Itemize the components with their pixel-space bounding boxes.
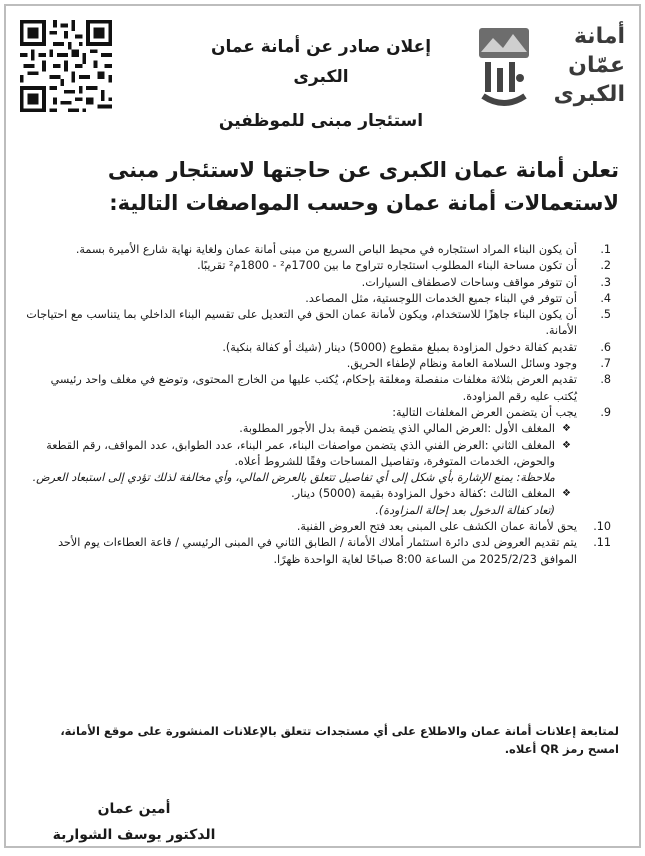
amman-municipality-logo-icon [475,22,533,112]
list-item [24,372,619,405]
item-text: تقديم العرض بثلاثة مغلفات منفصلة ومغلقة بإحكام، يُكتب عليها من الخارج المحتوى، وتوضع في مغلف واحد رئيسي يُكتب عليه رقم المزاودة. [50,373,577,403]
signature-role: أمين عمان [97,801,171,817]
announcement-headline: تعلن أمانة عمان الكبرى عن حاجتها لاستئجار مبنى لاستعمالات أمانة عمان وحسب المواصفات التالية: [107,158,619,215]
logo-text [533,22,625,109]
requirements-list [24,242,619,568]
item-text: أن تكون مساحة البناء المطلوب استئجاره تتراوح ما بين 1700م² - 1800م² تقريبًا. [197,259,577,273]
qr-code-icon[interactable] [20,20,112,112]
list-item [24,307,619,340]
announcement-header [14,14,631,131]
envelope-item-3 [24,486,619,502]
diamond-bullet-icon: ❖ [562,439,571,451]
envelope-text: المغلف الأول :العرض المالي الذي يتضمن قيمة بدل الأجور المطلوبة. [239,422,555,436]
item-number: 6. [600,340,611,354]
diamond-bullet-icon: ❖ [562,488,571,500]
item-text: تقديم كفالة دخول المزاودة بمبلغ مقطوع (5000) دينار (شيك أو كفالة بنكية). [222,340,577,354]
item-text: يتم تقديم العروض لدى دائرة استثمار أملاك الأمانة / الطابق الثاني في المبنى الرئيسي / قاعة العطاءات يوم الأحد الموافق 2025/2/23 من الساعة 8:00 صباحًا لغاية الواحدة ظهرًا. [58,536,577,566]
envelope-note: ملاحظة: يمنع الإشارة بأي شكل إلى أي تفاصيل تتعلق بالعرض المالي، وأي مخالفة لذلك تؤدي إلى استبعاد العرض. [32,471,555,485]
envelope-item-1 [24,421,619,437]
item-number: 11. [593,536,611,550]
item-number: 2. [600,259,611,273]
item-text: يجب أن يتضمن العرض المغلفات التالية: [392,405,577,419]
diamond-bullet-icon: ❖ [562,423,571,435]
item-number: 3. [600,275,611,289]
item-text: أن يكون البناء جاهزًا للاستخدام، ويكون لأمانة عمان الحق في التعديل على تقسيم البناء الداخلي بما يتناسب مع احتياجات الأمانة. [26,308,577,338]
announcement-subtitle: استئجار مبنى للموظفين [218,111,424,131]
list-item [24,340,619,356]
header-titles [186,32,456,136]
envelope-3-note: (تعاد كفالة الدخول بعد إحالة المزاودة). [375,503,555,517]
item-number: 1. [600,243,611,256]
logo-line-3: الكبرى [553,82,625,107]
envelope-text: المغلف الثاني :العرض الفني الذي يتضمن مواصفات البناء، عمر البناء، عدد الطوابق، عدد المواقف، رقم القطعة والحوض، الخدمات المتوفرة، وتفاصيل المساحات وفقًا للشروط أعلاه. [46,438,555,468]
follow-up-note: لمتابعة إعلانات أمانة عمان والاطلاع على أي مستجدات تتعلق بالإعلانات المنشورة على موقع الأمانة، امسح رمز QR أعلاه. [60,724,619,756]
list-item [24,258,619,274]
item-number: 9. [600,405,611,419]
announcement-title: إعلان صادر عن أمانة عمان الكبرى [210,37,432,87]
signature-name: الدكتور يوسف الشواربة [52,827,216,843]
logo-line-2: عمّان [568,53,625,78]
item-number: 8. [600,373,611,387]
item-number: 5. [600,308,611,322]
item-text: أن يكون البناء المراد استئجاره في محيط الباص السريع من مبنى أمانة عمان ولغاية نهاية شارع الأميرة بسمة. [75,243,577,256]
list-item [24,535,619,568]
item-number: 10. [593,520,611,534]
item-number: 7. [600,357,611,371]
list-item [24,356,619,372]
item-text: أن تتوفر في البناء جميع الخدمات اللوجستية، مثل المصاعد. [305,291,577,305]
item-text: أن تتوفر مواقف وساحات لاصطفاف السيارات. [361,275,577,289]
announcement-page [4,4,641,848]
list-item [24,275,619,291]
list-item [24,405,619,421]
signature-block [24,796,244,848]
list-item [24,519,619,535]
item-text: وجود وسائل السلامة العامة ونظام لإطفاء الحريق. [346,357,577,371]
item-text: يحق لأمانة عمان الكشف على المبنى بعد فتح العروض الفنية. [296,520,577,534]
envelope-text: المغلف الثالث :كفالة دخول المزاودة بقيمة (5000) دينار. [291,487,555,501]
item-number: 4. [600,291,611,305]
amman-municipality-logo [475,18,625,114]
list-item [24,242,619,258]
envelope-item-2 [24,438,619,471]
list-item [24,291,619,307]
logo-line-1: أمانة [573,24,625,49]
